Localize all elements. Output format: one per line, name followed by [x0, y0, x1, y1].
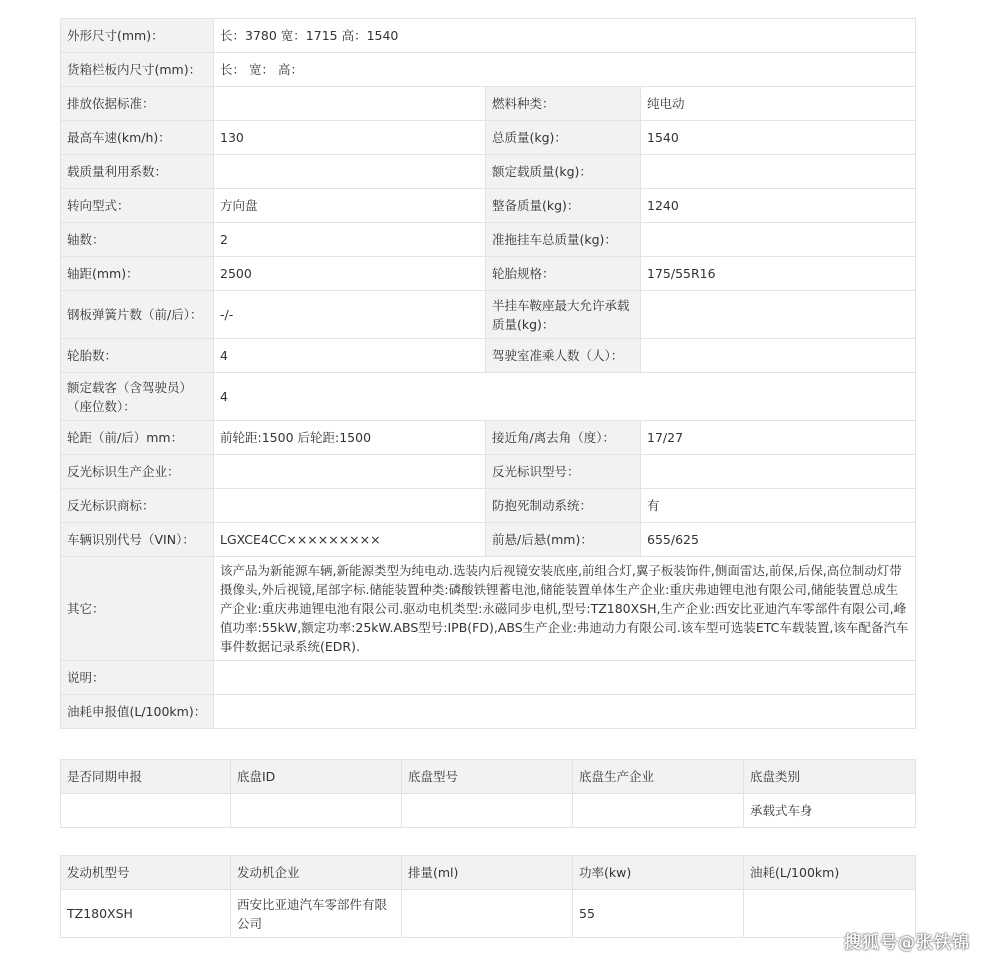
fuel-consumption-value: [214, 695, 916, 729]
table-row: [61, 155, 916, 189]
chassis-cell: [231, 794, 402, 828]
abs-value: 有: [641, 489, 916, 523]
table-row: [61, 794, 916, 828]
load-factor-value: [214, 155, 486, 189]
load-factor-label: 载质量利用系数：: [61, 155, 214, 189]
approach-angle-label: 接近角/离去角（度）：: [486, 421, 641, 455]
axles-label: 轴数：: [61, 223, 214, 257]
engine-cell: 55: [573, 890, 744, 938]
vin-label: 车辆识别代号（VIN）：: [61, 523, 214, 557]
engine-table: [60, 855, 916, 938]
notes-label: 说明：: [61, 661, 214, 695]
overhang-label: 前悬/后悬(mm)：: [486, 523, 641, 557]
table-row: [61, 291, 916, 339]
chassis-cell: [573, 794, 744, 828]
table-row: [61, 121, 916, 155]
chassis-header-cell: 底盘ID: [231, 760, 402, 794]
cargo-box-value: 长： 宽： 高：: [214, 53, 916, 87]
fuel-type-label: 燃料种类：: [486, 87, 641, 121]
max-speed-value: 130: [214, 121, 486, 155]
steering-value: 方向盘: [214, 189, 486, 223]
vehicle-params-table: [60, 18, 916, 729]
cab-passengers-value: [641, 339, 916, 373]
chassis-table: [60, 759, 916, 828]
track-value: 前轮距:1500 后轮距:1500: [214, 421, 486, 455]
engine-cell: 西安比亚迪汽车零部件有限公司: [231, 890, 402, 938]
notes-value: [214, 661, 916, 695]
reflector-brand-value: [214, 489, 486, 523]
approach-angle-value: 17/27: [641, 421, 916, 455]
leaf-spring-label: 钢板弹簧片数（前/后）：: [61, 291, 214, 339]
emission-std-label: 排放依据标准：: [61, 87, 214, 121]
engine-cell: TZ180XSH: [61, 890, 231, 938]
table-row: [61, 339, 916, 373]
table-row: [61, 661, 916, 695]
table-row: [61, 223, 916, 257]
cab-passengers-label: 驾驶室准乘人数（人）：: [486, 339, 641, 373]
table-row: [61, 557, 916, 661]
reflector-maker-value: [214, 455, 486, 489]
table-row: [61, 523, 916, 557]
leaf-spring-value: -/-: [214, 291, 486, 339]
trailer-mass-value: [641, 223, 916, 257]
chassis-cell: [402, 794, 573, 828]
vin-value: LGXCE4CC×××××××××: [214, 523, 486, 557]
table-header-row: [61, 856, 916, 890]
table-row: [61, 19, 916, 53]
rated-passengers-value: 4: [214, 373, 916, 421]
table-row: [61, 455, 916, 489]
rated-passengers-label: 额定载客（含驾驶员）（座位数）：: [61, 373, 214, 421]
wheelbase-value: 2500: [214, 257, 486, 291]
table-row: [61, 695, 916, 729]
saddle-load-label: 半挂车鞍座最大允许承载质量(kg)：: [486, 291, 641, 339]
fuel-type-value: 纯电动: [641, 87, 916, 121]
steering-label: 转向型式：: [61, 189, 214, 223]
other-label: 其它：: [61, 557, 214, 661]
watermark: 搜狐号@张铁锦: [844, 933, 970, 953]
engine-header-cell: 发动机型号: [61, 856, 231, 890]
fuel-consumption-label: 油耗申报值(L/100km)：: [61, 695, 214, 729]
max-speed-label: 最高车速(km/h)：: [61, 121, 214, 155]
axles-value: 2: [214, 223, 486, 257]
total-mass-label: 总质量(kg)：: [486, 121, 641, 155]
other-value: 该产品为新能源车辆,新能源类型为纯电动.选装内后视镜安装底座,前组合灯,翼子板装饰件,侧面雷达,前保,后保,高位制动灯带摄像头,外后视镜,尾部字标.储能装置种类:磷酸铁锂蓄电池,储能装置单体生产企业:重庆弗迪锂电池有限公司,储能装置总成生产企业:重庆弗迪锂电池有限公司.驱动电机类型:永磁同步电机,型号:TZ180XSH,生产企业:西安比亚迪汽车零部件有限公司,峰值功率:55kW,额定功率:25kW.ABS型号:IPB(FD),ABS生产企业:弗迪动力有限公司.该车型可选装ETC车载装置,该车配备汽车事件数据记录系统(EDR).: [214, 557, 916, 661]
reflector-maker-label: 反光标识生产企业：: [61, 455, 214, 489]
curb-mass-label: 整备质量(kg)：: [486, 189, 641, 223]
table-row: [61, 489, 916, 523]
curb-mass-value: 1240: [641, 189, 916, 223]
chassis-header-cell: 底盘类别: [744, 760, 916, 794]
reflector-model-label: 反光标识型号：: [486, 455, 641, 489]
track-label: 轮距（前/后）mm：: [61, 421, 214, 455]
dimensions-value: 长：3780 宽：1715 高：1540: [214, 19, 916, 53]
reflector-model-value: [641, 455, 916, 489]
table-row: [61, 421, 916, 455]
abs-label: 防抱死制动系统：: [486, 489, 641, 523]
rated-load-value: [641, 155, 916, 189]
total-mass-value: 1540: [641, 121, 916, 155]
chassis-cell: [61, 794, 231, 828]
table-row: [61, 373, 916, 421]
overhang-value: 655/625: [641, 523, 916, 557]
dimensions-label: 外形尺寸(mm)：: [61, 19, 214, 53]
tire-count-label: 轮胎数：: [61, 339, 214, 373]
tire-spec-value: 175/55R16: [641, 257, 916, 291]
trailer-mass-label: 准拖挂车总质量(kg)：: [486, 223, 641, 257]
cargo-box-label: 货箱栏板内尺寸(mm)：: [61, 53, 214, 87]
engine-header-cell: 排量(ml): [402, 856, 573, 890]
engine-header-cell: 发动机企业: [231, 856, 402, 890]
saddle-load-value: [641, 291, 916, 339]
table-row: [61, 257, 916, 291]
table-header-row: [61, 760, 916, 794]
chassis-header-cell: 底盘型号: [402, 760, 573, 794]
engine-header-cell: 油耗(L/100km): [744, 856, 916, 890]
tire-count-value: 4: [214, 339, 486, 373]
wheelbase-label: 轴距(mm)：: [61, 257, 214, 291]
tire-spec-label: 轮胎规格：: [486, 257, 641, 291]
chassis-header-cell: 是否同期申报: [61, 760, 231, 794]
table-row: [61, 890, 916, 938]
chassis-cell: 承载式车身: [744, 794, 916, 828]
reflector-brand-label: 反光标识商标：: [61, 489, 214, 523]
engine-cell: [402, 890, 573, 938]
chassis-header-cell: 底盘生产企业: [573, 760, 744, 794]
table-row: [61, 87, 916, 121]
table-row: [61, 53, 916, 87]
emission-std-value: [214, 87, 486, 121]
engine-header-cell: 功率(kw): [573, 856, 744, 890]
table-row: [61, 189, 916, 223]
rated-load-label: 额定载质量(kg)：: [486, 155, 641, 189]
